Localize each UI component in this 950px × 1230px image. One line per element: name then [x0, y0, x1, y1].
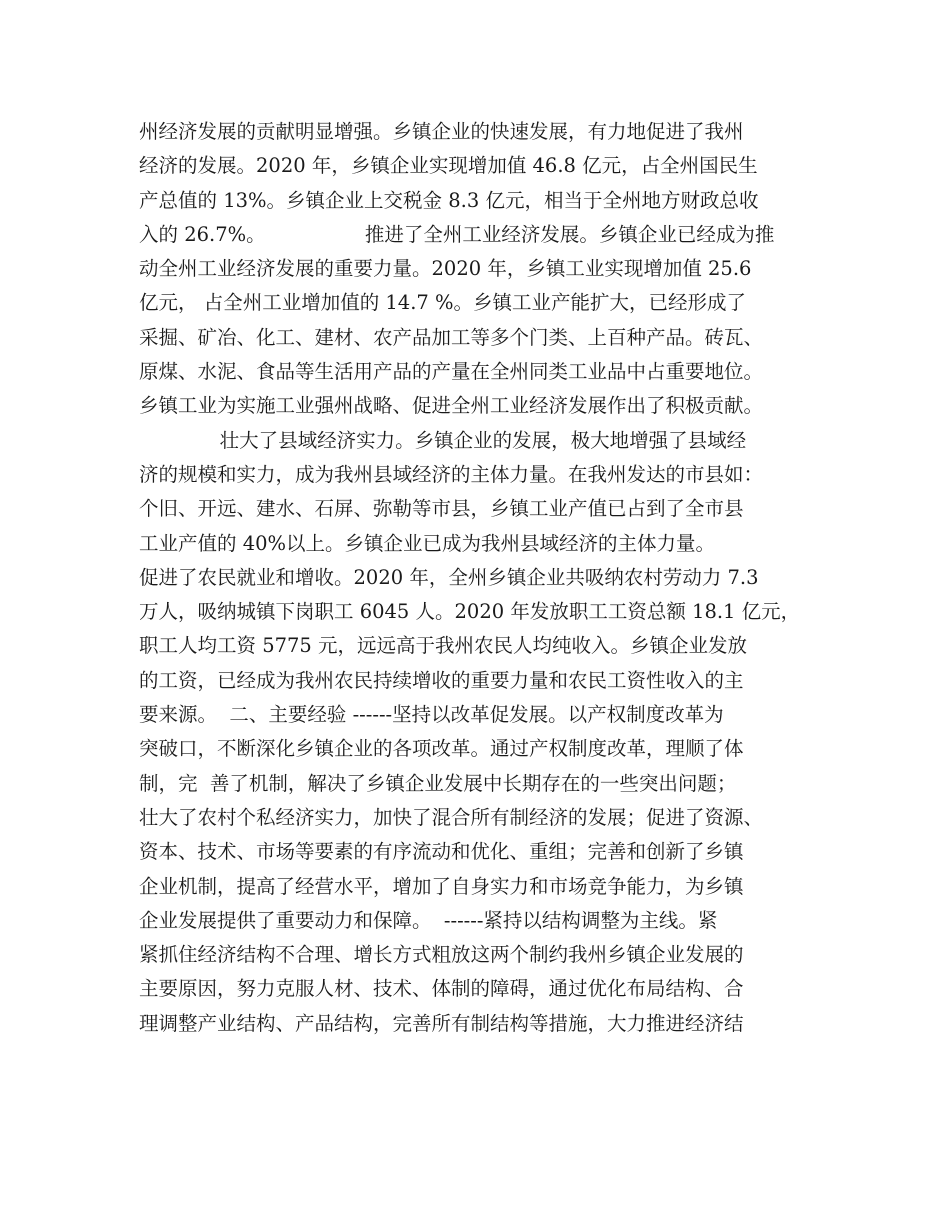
- text-line: 资本、技术、市场等要素的有序流动和优化、重组；完善和创新了乡镇: [139, 840, 744, 864]
- text-line: 紧抓住经济结构不合理、增长方式粗放这两个制约我州乡镇企业发展的: [139, 943, 744, 967]
- text-line: 济的规模和实力，成为我州县域经济的主体力量。在我州发达的市县如：: [139, 462, 764, 486]
- text-line: 企业发展提供了重要动力和保障。 ------紧持以结构调整为主线。紧: [139, 908, 718, 932]
- text-line: 入的 26.7%。 推进了全州工业经济发展。乡镇企业已经成为推: [139, 222, 775, 246]
- text-line: 动全州工业经济发展的重要力量。2020 年，乡镇工业实现增加值 25.6: [139, 257, 752, 281]
- body-text: [139, 115, 839, 1041]
- text-line: 万人，吸纳城镇下岗职工 6045 人。2020 年发放职工工资总额 18.1 亿元，: [139, 600, 801, 624]
- text-line: 壮大了县域经济实力。乡镇企业的发展，极大地增强了县域经: [139, 428, 747, 452]
- text-line: 个旧、开远、建水、石屏、弥勒等市县，乡镇工业产值已占到了全市县: [139, 497, 744, 521]
- text-line: 乡镇工业为实施工业强州战略、促进全州工业经济发展作出了积极贡献。: [139, 394, 764, 418]
- text-line: 制，完 善了机制，解决了乡镇企业发展中长期存在的一些突出问题；: [139, 771, 737, 795]
- text-line: 突破口，不断深化乡镇企业的各项改革。通过产权制度改革，理顺了体: [139, 737, 744, 761]
- text-line: 壮大了农村个私经济实力，加快了混合所有制经济的发展；促进了资源、: [139, 805, 764, 829]
- text-line: 原煤、水泥、食品等生活用产品的产量在全州同类工业品中占重要地位。: [139, 360, 764, 384]
- text-line: 理调整产业结构、产品结构，完善所有制结构等措施，大力推进经济结: [139, 1011, 744, 1035]
- text-line: 的工资，已经成为我州农民持续增收的重要力量和农民工资性收入的主: [139, 668, 744, 692]
- text-line: 主要原因，努力克服人材、技术、体制的障碍，通过优化布局结构、合: [139, 977, 744, 1001]
- text-line: 职工人均工资 5775 元，远远高于我州农民人均纯收入。乡镇企业发放: [139, 634, 748, 658]
- text-line: 采掘、矿冶、化工、建材、农产品加工等多个门类、上百种产品。砖瓦、: [139, 325, 764, 349]
- text-line: 经济的发展。2020 年，乡镇企业实现增加值 46.8 亿元，占全州国民生: [139, 154, 758, 178]
- text-line: 产总值的 13%。乡镇企业上交税金 8.3 亿元，相当于全州地方财政总收: [139, 188, 759, 212]
- text-line: 州经济发展的贡献明显增强。乡镇企业的快速发展，有力地促进了我州: [139, 120, 744, 143]
- text-line: 企业机制，提高了经营水平，增加了自身实力和市场竞争能力，为乡镇: [139, 874, 744, 898]
- text-line: 促进了农民就业和增收。2020 年，全州乡镇企业共吸纳农村劳动力 7.3: [139, 565, 759, 589]
- text-line: 要来源。 二、主要经验 ------坚持以改革促发展。以产权制度改革为: [139, 703, 724, 727]
- text-line: 亿元， 占全州工业增加值的 14.7 %。乡镇工业产能扩大，已经形成了: [139, 291, 747, 315]
- text-line: 工业产值的 40%以上。乡镇企业已成为我州县域经济的主体力量。: [139, 531, 716, 555]
